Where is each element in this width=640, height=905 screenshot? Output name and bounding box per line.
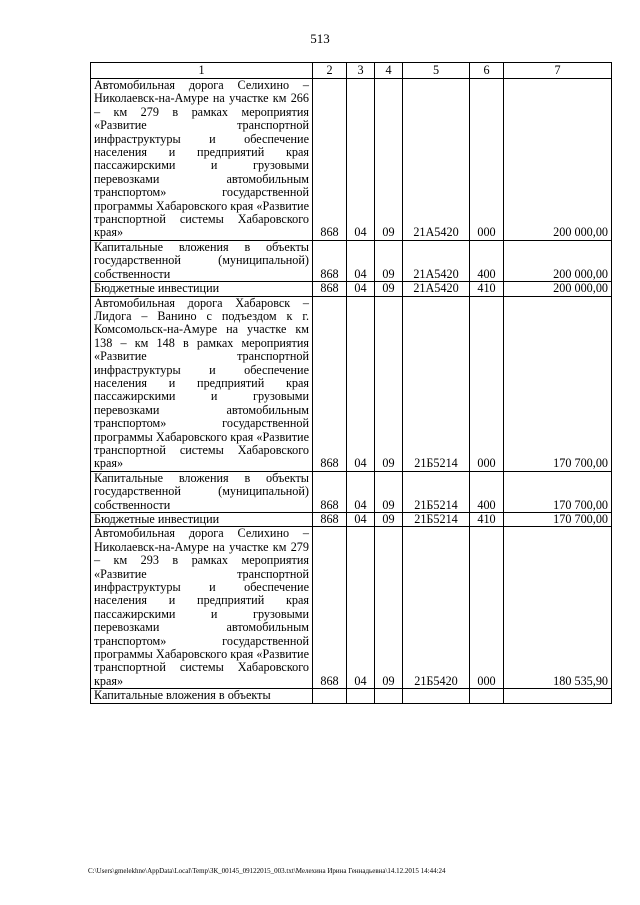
row-csr: 21Б5214 (403, 471, 470, 512)
row-sum: 200 000,00 (504, 240, 612, 281)
row-pr: 09 (375, 79, 403, 241)
row-name: Капитальные вложения в объекты (91, 689, 313, 703)
table-row (91, 296, 612, 471)
row-vr: 000 (470, 296, 504, 471)
table-row (91, 689, 612, 703)
row-rz: 04 (347, 79, 375, 241)
row-grbs: 868 (313, 79, 347, 241)
row-sum (504, 689, 612, 703)
row-sum: 200 000,00 (504, 79, 612, 241)
row-name: Бюджетные инвестиции (91, 282, 313, 296)
row-rz (347, 689, 375, 703)
row-name: Бюджетные инвестиции (91, 513, 313, 527)
row-vr: 000 (470, 527, 504, 689)
header-col-2: 2 (313, 63, 347, 79)
header-row (91, 63, 612, 79)
table-row (91, 527, 612, 689)
row-grbs: 868 (313, 527, 347, 689)
row-sum: 200 000,00 (504, 282, 612, 296)
header-col-7: 7 (504, 63, 612, 79)
row-name: Автомобильная дорога Селихино – Николаевск-на-Амуре на участке км 279 – км 293 в рамках мероприятия «Развитие транспортной инфраструктуры и обеспечение населения и предприятий края пассажирскими и грузовыми перевозками автомобильным транспортом» государственной программы Хабаровского края «Развитие транспортной системы Хабаровского края» (91, 527, 313, 689)
row-rz: 04 (347, 282, 375, 296)
row-grbs: 868 (313, 282, 347, 296)
row-vr: 410 (470, 282, 504, 296)
row-csr: 21А5420 (403, 79, 470, 241)
file-path-footer: C:\Users\gmelekhne\AppData\Local\Temp\ЗК_00145_09122015_003.txt\Мелехина Ирина Геннадьевна\14.12.2015 14:44:24 (88, 867, 446, 875)
row-csr: 21Б5214 (403, 296, 470, 471)
row-csr: 21Б5420 (403, 527, 470, 689)
row-rz: 04 (347, 527, 375, 689)
row-sum: 170 700,00 (504, 471, 612, 512)
row-sum: 170 700,00 (504, 513, 612, 527)
header-col-3: 3 (347, 63, 375, 79)
row-vr: 400 (470, 240, 504, 281)
row-rz: 04 (347, 513, 375, 527)
row-grbs: 868 (313, 513, 347, 527)
row-name: Капитальные вложения в объекты государственной (муниципальной) собственности (91, 240, 313, 281)
row-sum: 170 700,00 (504, 296, 612, 471)
row-pr: 09 (375, 513, 403, 527)
row-grbs (313, 689, 347, 703)
table-row (91, 471, 612, 512)
row-grbs: 868 (313, 471, 347, 512)
page-number: 513 (310, 31, 330, 46)
row-rz: 04 (347, 296, 375, 471)
row-rz: 04 (347, 471, 375, 512)
header-col-5: 5 (403, 63, 470, 79)
row-sum: 180 535,90 (504, 527, 612, 689)
row-pr: 09 (375, 527, 403, 689)
header-col-4: 4 (375, 63, 403, 79)
table-row (91, 513, 612, 527)
row-grbs: 868 (313, 240, 347, 281)
row-rz: 04 (347, 240, 375, 281)
budget-table (90, 62, 612, 704)
row-name: Автомобильная дорога Хабаровск – Лидога – Ванино с подъездом к г. Комсомольск-на-Амуре на участке км 138 – км 148 в рамках мероприятия «Развитие транспортной инфраструктуры и обеспечение населения и предприятий края пассажирскими и грузовыми перевозками автомобильным транспортом» государственной программы Хабаровского края «Развитие транспортной системы Хабаровского края» (91, 296, 313, 471)
header-col-1: 1 (91, 63, 313, 79)
row-vr: 400 (470, 471, 504, 512)
row-pr (375, 689, 403, 703)
row-csr: 21Б5214 (403, 513, 470, 527)
row-pr: 09 (375, 282, 403, 296)
row-csr (403, 689, 470, 703)
table-row (91, 240, 612, 281)
row-vr (470, 689, 504, 703)
row-pr: 09 (375, 471, 403, 512)
row-name: Капитальные вложения в объекты государственной (муниципальной) собственности (91, 471, 313, 512)
header-col-6: 6 (470, 63, 504, 79)
row-pr: 09 (375, 296, 403, 471)
row-csr: 21А5420 (403, 240, 470, 281)
row-csr: 21А5420 (403, 282, 470, 296)
table-row (91, 282, 612, 296)
row-vr: 000 (470, 79, 504, 241)
row-pr: 09 (375, 240, 403, 281)
row-name: Автомобильная дорога Селихино – Николаевск-на-Амуре на участке км 266 – км 279 в рамках мероприятия «Развитие транспортной инфраструктуры и обеспечение населения и предприятий края пассажирскими и грузовыми перевозками автомобильным транспортом» государственной программы Хабаровского края «Развитие транспортной системы Хабаровского края» (91, 79, 313, 241)
row-grbs: 868 (313, 296, 347, 471)
table-row (91, 79, 612, 241)
row-vr: 410 (470, 513, 504, 527)
